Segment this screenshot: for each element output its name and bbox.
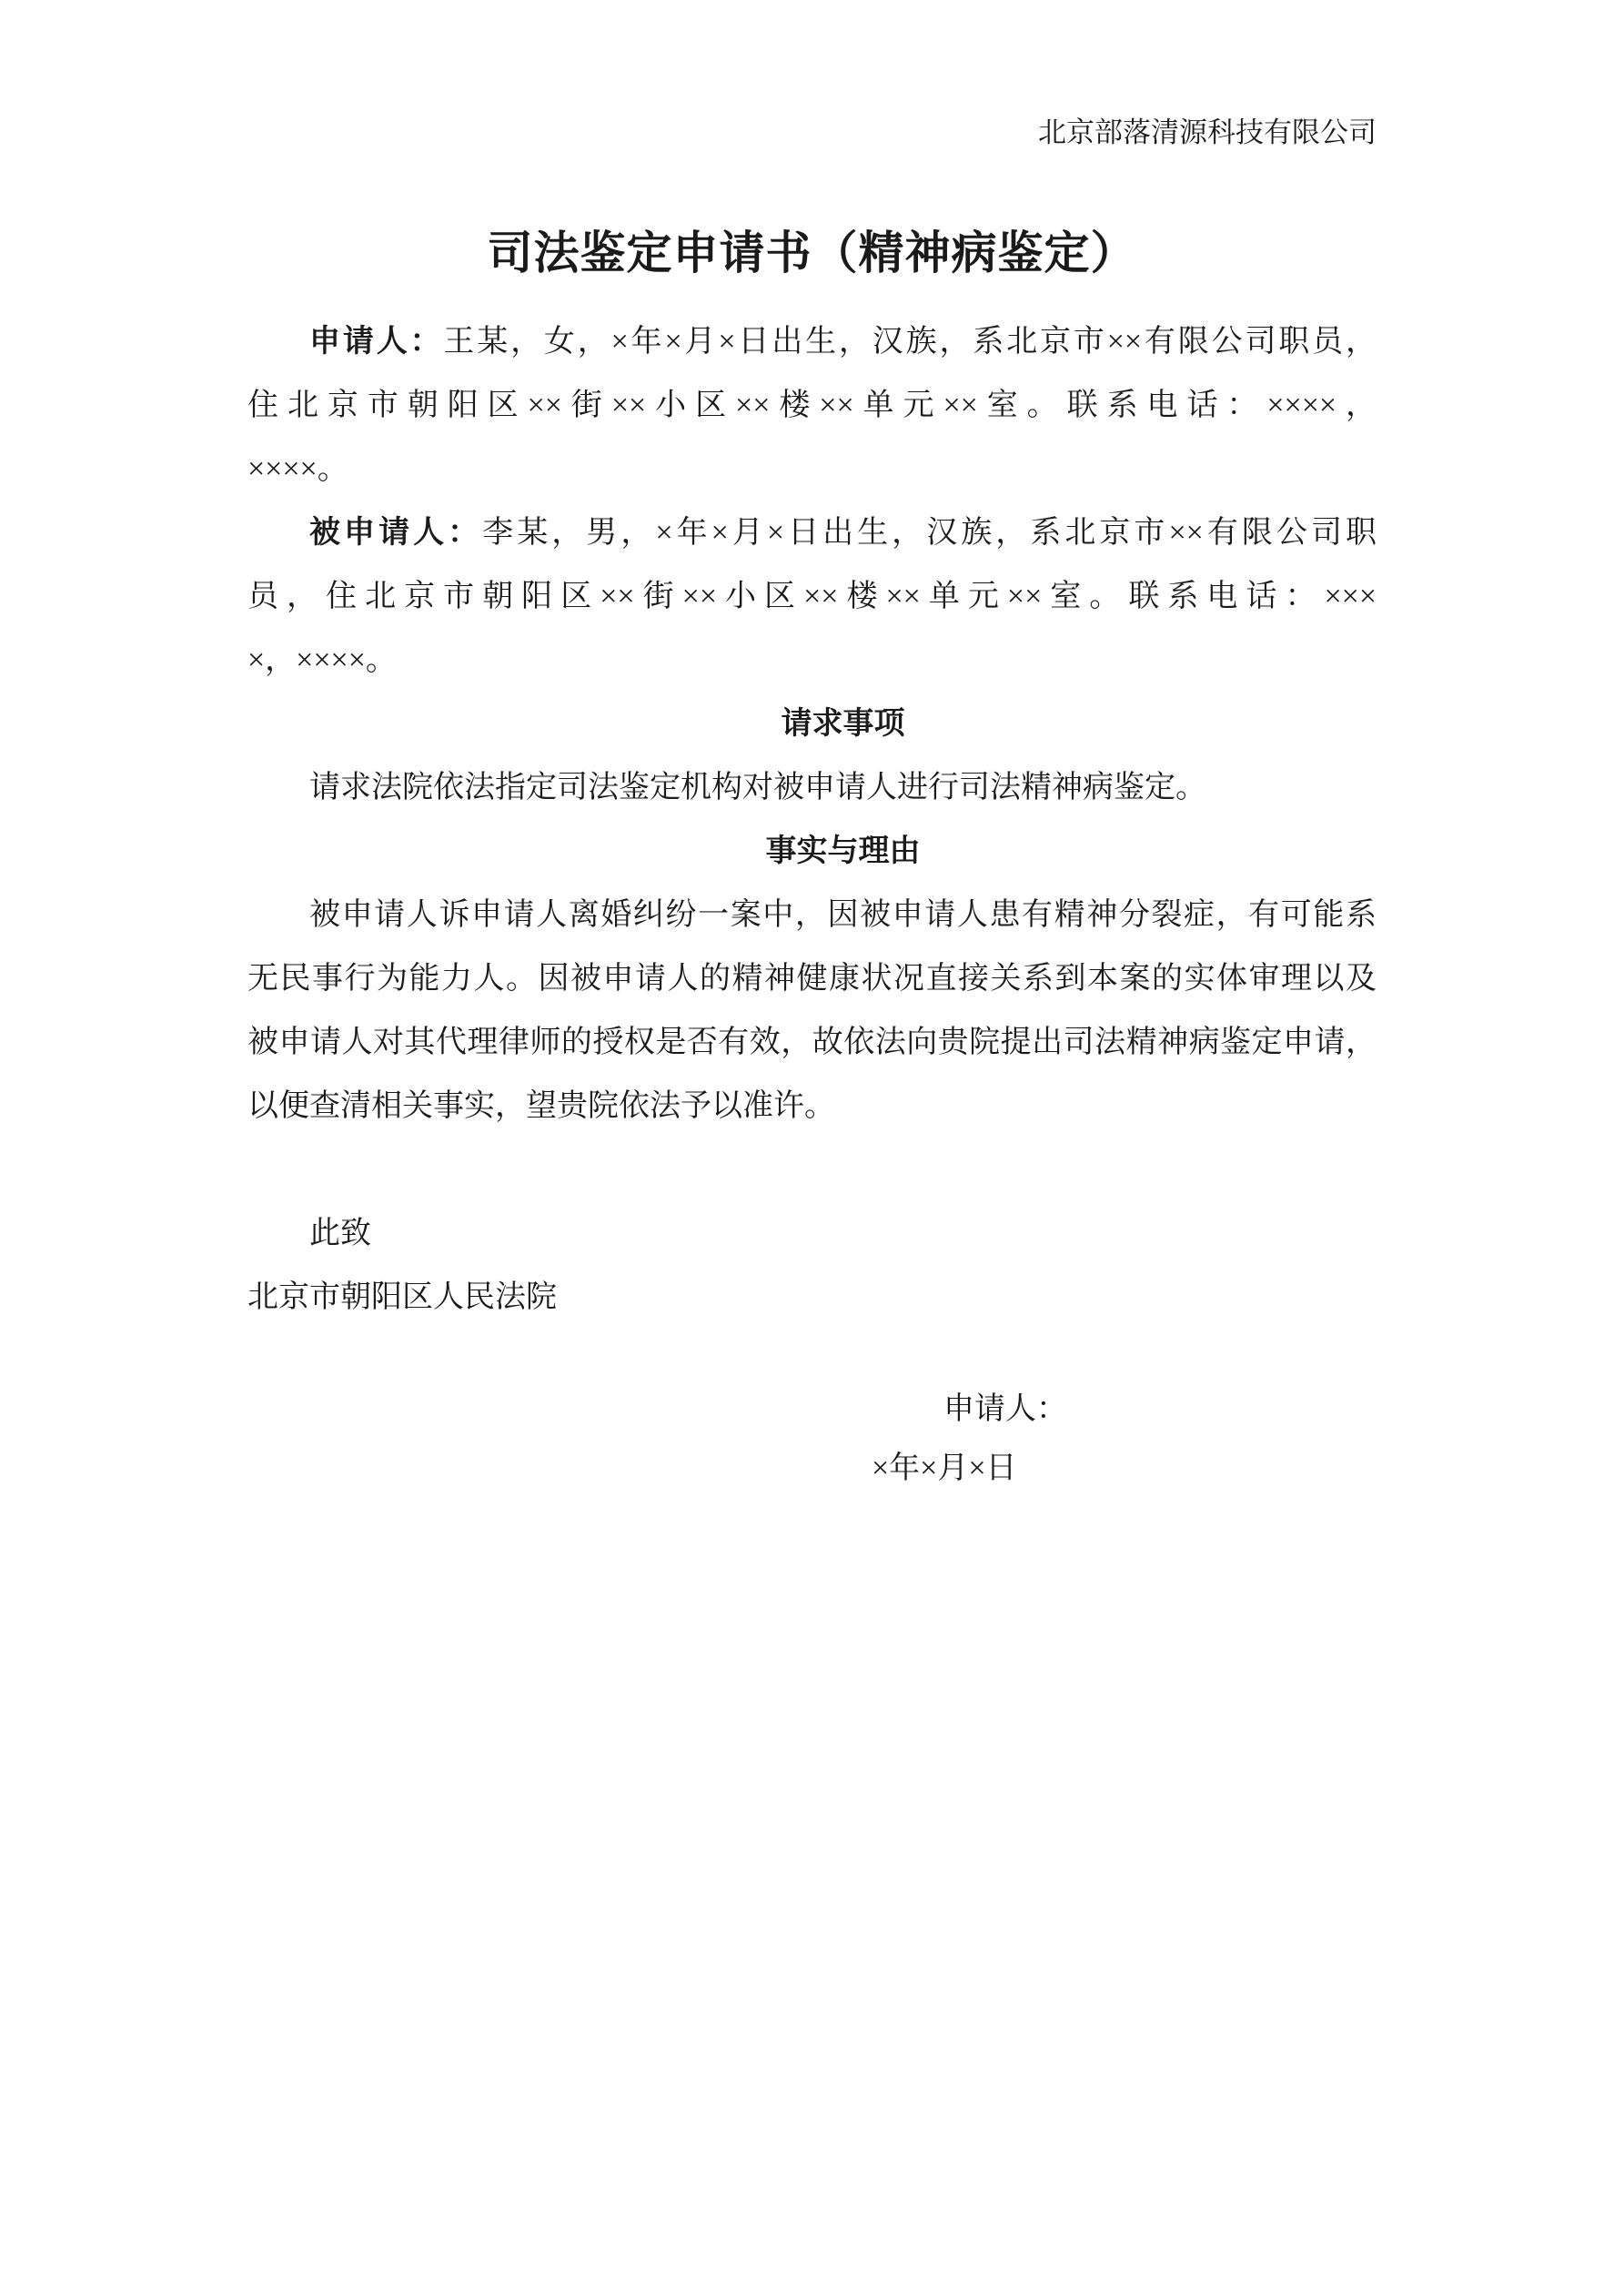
text-line (247, 1380, 1377, 1439)
text-segment: 北京市朝阳区人民法院 (247, 1280, 557, 1314)
text-line (247, 756, 1377, 820)
document-body (247, 310, 1377, 1498)
text-line (247, 820, 1377, 884)
text-line (247, 1330, 1377, 1380)
text-line (247, 947, 1377, 1011)
company-header-text: 北京部落清源科技有限公司 (1038, 116, 1377, 148)
text-line (247, 565, 1377, 629)
text-line (247, 438, 1377, 501)
text-line (247, 1075, 1377, 1138)
text-line (247, 1266, 1377, 1330)
text-line (247, 693, 1377, 756)
text-segment: 事实与理由 (765, 834, 921, 868)
text-segment: 请求法院依法指定司法鉴定机构对被申请人进行司法精神病鉴定。 (309, 771, 1206, 804)
text-line (247, 374, 1377, 438)
text-segment: 被申请人： (309, 516, 483, 550)
text-segment: 李某，男，×年×月×日出生，汉族，系北京市××有限公司职 (482, 516, 1377, 550)
text-segment: 被申请人对其代理律师的授权是否有效，故依法向贵院提出司法精神病鉴定申请， (247, 1026, 1377, 1059)
text-line (247, 884, 1377, 947)
text-line (247, 1439, 1377, 1498)
document-title: 司法鉴定申请书（精神病鉴定） (487, 228, 1137, 278)
text-line (247, 629, 1377, 693)
text-line (247, 1138, 1377, 1202)
text-line (247, 310, 1377, 374)
text-segment: 被申请人诉申请人离婚纠纷一案中，因被申请人患有精神分裂症，有可能系 (309, 898, 1377, 932)
text-segment: 员，住北京市朝阳区××街××小区××楼××单元××室。联系电话：××× (247, 580, 1377, 613)
text-line (247, 501, 1377, 565)
text-segment: ×年×月×日 (872, 1451, 1017, 1485)
text-segment: 此致 (309, 1217, 371, 1250)
text-segment: 申请人： (943, 1392, 1067, 1426)
text-line (247, 1011, 1377, 1075)
text-segment: 以便查清相关事实，望贵院依法予以准许。 (247, 1089, 835, 1123)
text-line (247, 1202, 1377, 1266)
text-segment: 王某，女，×年×月×日出生，汉族，系北京市××有限公司职员， (443, 325, 1377, 359)
text-segment: 请求事项 (781, 707, 905, 741)
text-segment: ×，××××。 (247, 643, 397, 677)
text-segment: ××××。 (247, 452, 348, 486)
text-segment: 无民事行为能力人。因被申请人的精神健康状况直接关系到本案的实体审理以及 (247, 962, 1377, 996)
text-segment: 住北京市朝阳区××街××小区××楼××单元××室。联系电话：××××， (247, 389, 1377, 422)
text-segment: 申请人： (309, 325, 444, 359)
